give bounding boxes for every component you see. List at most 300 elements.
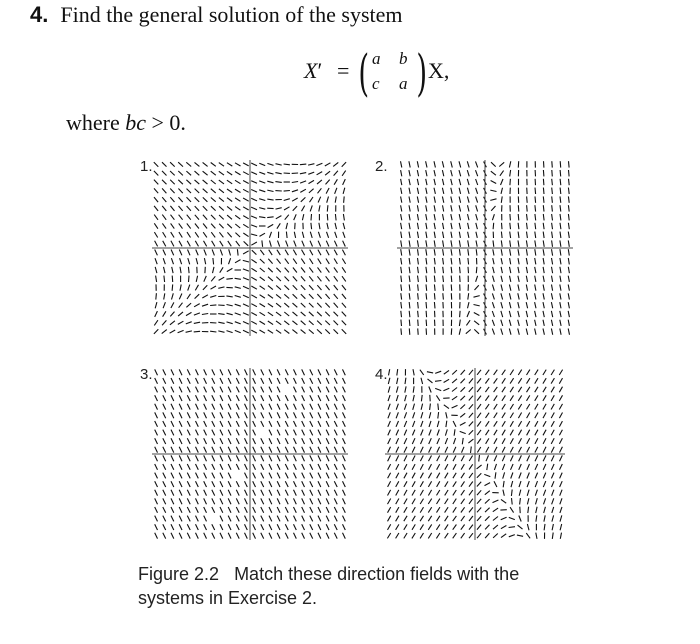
direction-segment: [412, 481, 415, 487]
direction-segment: [451, 223, 452, 229]
direction-segment: [494, 455, 497, 461]
direction-segment: [417, 240, 418, 246]
direction-segment: [163, 481, 166, 487]
direction-segment: [413, 369, 414, 375]
direction-segment: [501, 285, 503, 291]
direction-segment: [560, 524, 562, 530]
direction-segment: [302, 378, 305, 384]
direction-segment: [293, 206, 297, 211]
direction-segment: [252, 250, 257, 254]
direction-segment: [417, 188, 418, 194]
direction-segment: [235, 313, 241, 315]
direction-segment: [442, 179, 443, 185]
direction-segment: [155, 302, 157, 308]
direction-segment: [276, 164, 282, 165]
direction-segment: [404, 524, 407, 529]
direction-segment: [469, 456, 472, 461]
direction-segment: [543, 464, 546, 470]
direction-segment: [204, 412, 207, 418]
direction-segment: [474, 296, 480, 298]
direction-segment: [501, 320, 503, 326]
direction-segment: [405, 378, 406, 384]
direction-segment: [326, 241, 329, 247]
direction-segment: [243, 286, 249, 289]
direction-segment: [293, 276, 297, 281]
direction-segment: [510, 455, 513, 461]
direction-segment: [469, 378, 473, 383]
direction-segment: [276, 303, 281, 307]
direction-segment: [228, 507, 231, 513]
direction-segment: [443, 240, 444, 246]
direction-segment: [187, 241, 190, 247]
direction-segment: [510, 370, 513, 375]
direction-segment: [155, 404, 158, 410]
direction-segment: [397, 378, 398, 384]
direction-segment: [203, 224, 207, 229]
direction-segment: [163, 311, 166, 316]
direction-segment: [569, 179, 570, 185]
direction-segment: [444, 370, 449, 374]
direction-segment: [342, 162, 346, 167]
direction-segment: [212, 533, 215, 539]
direction-segment: [202, 295, 208, 298]
direction-segment: [401, 267, 402, 273]
direction-segment: [334, 285, 338, 290]
direction-segment: [309, 312, 314, 316]
direction-segment: [228, 490, 231, 496]
direction-segment: [535, 267, 536, 273]
direction-segment: [418, 302, 419, 308]
direction-segment: [196, 473, 199, 479]
direction-segment: [404, 438, 407, 444]
direction-segment: [421, 412, 423, 418]
direction-segment: [445, 473, 448, 479]
direction-segment: [220, 507, 223, 513]
direction-segment: [179, 303, 183, 308]
direction-segment: [302, 206, 305, 212]
direction-segment: [560, 276, 561, 282]
direction-segment: [568, 329, 569, 335]
direction-segment: [485, 370, 489, 375]
direction-segment: [211, 215, 216, 220]
direction-segment: [409, 179, 410, 185]
direction-segment: [412, 516, 415, 521]
direction-segment: [170, 206, 174, 211]
direction-segment: [163, 258, 165, 264]
direction-segment: [211, 206, 216, 210]
direction-segment: [302, 481, 305, 487]
direction-segment: [467, 170, 469, 176]
direction-segment: [154, 223, 158, 228]
direction-segment: [409, 284, 410, 290]
direction-segment: [163, 490, 166, 496]
direction-segment: [569, 170, 570, 176]
direction-segment: [236, 464, 239, 470]
direction-segment: [179, 206, 183, 211]
direction-segment: [443, 293, 444, 299]
direction-segment: [220, 447, 223, 453]
direction-segment: [434, 240, 435, 246]
direction-segment: [268, 224, 274, 227]
direction-segment: [335, 188, 337, 194]
direction-segment: [343, 369, 346, 375]
direction-segment: [518, 320, 520, 326]
direction-segment: [511, 481, 513, 487]
direction-segment: [284, 303, 289, 307]
direction-segment: [318, 395, 321, 401]
direction-segment: [195, 241, 198, 247]
direction-segment: [245, 447, 248, 453]
direction-segment: [426, 214, 427, 220]
direction-segment: [277, 447, 280, 453]
direction-segment: [535, 430, 538, 436]
direction-segment: [220, 395, 223, 401]
direction-segment: [310, 524, 313, 530]
direction-segment: [412, 456, 415, 462]
direction-segment: [186, 312, 192, 315]
direction-segment: [501, 249, 502, 255]
direction-segment: [277, 421, 280, 427]
direction-segment: [162, 197, 166, 202]
direction-segment: [187, 206, 191, 211]
direction-segment: [445, 438, 447, 444]
right-paren: ): [416, 44, 428, 102]
direction-segment: [319, 205, 320, 211]
direction-segment: [493, 258, 494, 264]
direction-segment: [560, 179, 561, 185]
direction-segment: [560, 267, 561, 273]
direction-segment: [286, 241, 288, 247]
direction-segment: [519, 516, 521, 522]
direction-segment: [501, 179, 504, 185]
direction-segment: [426, 249, 427, 255]
direction-segment: [453, 533, 457, 538]
direction-segment: [171, 464, 174, 470]
direction-segment: [196, 378, 199, 384]
direction-segment: [163, 241, 166, 247]
direction-segment: [421, 395, 422, 401]
direction-segment: [253, 455, 256, 461]
direction-segment: [285, 369, 288, 375]
direction-segment: [228, 481, 231, 487]
direction-segment: [333, 162, 338, 166]
direction-segment: [459, 161, 461, 167]
direction-segment: [559, 387, 562, 393]
direction-segment: [179, 533, 182, 539]
direction-segment: [245, 421, 248, 427]
direction-segment: [302, 214, 303, 220]
direction-segment: [501, 240, 502, 246]
direction-segment: [171, 302, 174, 308]
direction-segment: [326, 294, 330, 299]
direction-segment: [494, 438, 497, 444]
direction-segment: [219, 171, 224, 175]
direction-segment: [560, 205, 561, 211]
direction-segment: [535, 285, 536, 291]
direction-segment: [434, 214, 435, 220]
direction-segment: [204, 276, 207, 282]
direction-segment: [204, 249, 206, 255]
direction-segment: [501, 188, 503, 194]
direction-segment: [195, 215, 199, 220]
direction-segment: [187, 430, 190, 436]
direction-segment: [502, 447, 505, 453]
direction-segment: [426, 232, 427, 238]
direction-segment: [171, 369, 174, 375]
direction-segment: [326, 464, 329, 470]
direction-segment: [227, 171, 232, 175]
direction-segment: [526, 302, 527, 308]
direction-segment: [171, 430, 174, 436]
direction-segment: [476, 214, 478, 220]
direction-segment: [236, 481, 239, 487]
direction-segment: [179, 455, 182, 461]
direction-segment: [476, 267, 477, 273]
direction-segment: [213, 267, 215, 273]
direction-segment: [388, 395, 390, 401]
direction-segment: [551, 320, 552, 326]
direction-segment: [426, 258, 427, 264]
direction-segment: [310, 250, 313, 256]
direction-segment: [196, 447, 199, 453]
direction-segment: [426, 302, 427, 308]
direction-segment: [155, 473, 158, 479]
direction-segment: [155, 464, 158, 470]
direction-segment: [388, 499, 391, 505]
direction-segment: [552, 188, 553, 194]
direction-segment: [519, 473, 521, 479]
direction-segment: [334, 250, 337, 256]
direction-segment: [163, 447, 166, 453]
direction-segment: [436, 395, 440, 400]
direction-segment: [187, 378, 190, 384]
direction-segment: [551, 455, 554, 461]
direction-segment: [212, 412, 215, 418]
lhs-variable: [304, 58, 322, 84]
direction-segment: [228, 524, 231, 530]
direction-segment: [309, 276, 313, 281]
direction-segment: [236, 378, 239, 384]
direction-segment: [302, 241, 305, 247]
direction-segment: [396, 430, 399, 436]
direction-segment: [552, 490, 554, 496]
direction-segment: [179, 464, 182, 470]
direction-segment: [559, 413, 562, 419]
direction-segment: [154, 206, 158, 211]
direction-segment: [477, 516, 481, 521]
direction-segment: [235, 296, 241, 298]
direction-segment: [453, 490, 457, 495]
direction-segment: [196, 455, 199, 461]
direction-segment: [260, 286, 265, 290]
direction-segment: [277, 464, 280, 470]
direction-segment: [269, 524, 272, 530]
direction-segment: [155, 241, 158, 247]
direction-segment: [318, 490, 321, 496]
direction-segment: [510, 179, 511, 185]
direction-segment: [334, 329, 339, 333]
direction-segment: [560, 473, 563, 479]
direction-segment: [318, 481, 321, 487]
direction-segment: [560, 249, 561, 255]
direction-segment: [261, 507, 264, 513]
direction-segment: [560, 285, 561, 291]
direction-segment: [501, 517, 507, 519]
direction-segment: [409, 205, 410, 211]
direction-segment: [195, 171, 200, 175]
direction-segment: [195, 232, 199, 237]
direction-segment: [245, 464, 248, 470]
direction-segment: [277, 516, 280, 522]
direction-segment: [243, 313, 249, 316]
direction-segment: [527, 395, 530, 400]
direction-segment: [220, 369, 223, 375]
direction-segment: [269, 507, 272, 513]
direction-segment: [187, 395, 190, 401]
direction-segment: [401, 302, 402, 308]
direction-segment: [445, 429, 447, 435]
direction-segment: [310, 404, 313, 410]
direction-segment: [285, 455, 288, 461]
direction-segment: [310, 464, 313, 470]
direction-segment: [437, 481, 440, 487]
direction-segment: [251, 268, 256, 271]
direction-segment: [310, 455, 313, 461]
direction-segment: [189, 276, 190, 282]
direction-segment: [228, 378, 231, 384]
direction-segment: [396, 481, 399, 487]
direction-segment: [284, 321, 289, 325]
direction-segment: [219, 180, 224, 184]
direction-segment: [261, 490, 264, 496]
direction-segment: [285, 430, 288, 436]
direction-segment: [518, 329, 520, 335]
direction-segment: [493, 276, 495, 282]
direction-segment: [284, 330, 289, 334]
direction-segment: [445, 481, 448, 486]
direction-segment: [285, 395, 288, 401]
direction-segment: [245, 473, 248, 479]
direction-segment: [518, 276, 519, 282]
direction-segment: [493, 240, 494, 246]
direction-segment: [344, 196, 345, 202]
direction-segment: [269, 412, 272, 418]
direction-segment: [428, 507, 431, 512]
direction-segment: [404, 455, 407, 461]
direction-segment: [211, 180, 216, 184]
direction-segment: [426, 267, 427, 273]
direction-segment: [493, 517, 498, 521]
direction-segment: [188, 250, 191, 256]
direction-segment: [203, 232, 207, 237]
direction-segment: [451, 214, 452, 220]
direction-segment: [543, 267, 544, 273]
direction-segment: [551, 404, 554, 410]
direction-segment: [560, 311, 561, 317]
direction-segment: [155, 490, 158, 496]
direction-segment: [334, 516, 337, 522]
direction-segment: [334, 259, 337, 264]
direction-segment: [469, 413, 473, 418]
direction-segment: [171, 223, 175, 228]
direction-segment: [261, 404, 264, 410]
direction-segment: [243, 198, 249, 201]
direction-segment: [502, 430, 505, 436]
direction-segment: [388, 430, 391, 436]
direction-segment: [188, 258, 190, 264]
direction-segment: [421, 430, 424, 436]
direction-segment: [477, 490, 481, 495]
direction-segment: [251, 163, 257, 166]
direction-segment: [418, 328, 419, 334]
direction-segment: [510, 430, 513, 436]
direction-segment: [155, 533, 158, 539]
direction-segment: [434, 179, 435, 185]
direction-segment: [560, 464, 563, 470]
direction-segment: [518, 413, 521, 419]
direction-segment: [235, 278, 241, 279]
direction-segment: [196, 395, 199, 401]
direction-segment: [236, 498, 239, 504]
direction-segment: [228, 464, 231, 470]
direction-segment: [218, 314, 224, 315]
direction-segment: [526, 533, 530, 538]
direction-segment: [170, 197, 174, 202]
direction-segment: [476, 249, 477, 255]
direction-segment: [434, 188, 435, 194]
direction-segment: [269, 455, 272, 461]
direction-segment: [310, 378, 313, 384]
direction-segment: [327, 214, 328, 220]
direction-segment: [418, 320, 419, 326]
direction-segment: [285, 524, 288, 530]
direction-segment: [302, 438, 305, 444]
direction-segment: [412, 524, 415, 529]
direction-segment: [552, 507, 554, 513]
direction-segment: [467, 179, 469, 185]
direction-segment: [518, 421, 521, 427]
direction-segment: [317, 276, 321, 281]
direction-segment: [235, 233, 240, 237]
direction-segment: [245, 498, 248, 504]
direction-segment: [267, 217, 273, 218]
direction-segment: [220, 455, 223, 461]
direction-segment: [559, 378, 562, 384]
direction-segment: [269, 516, 272, 522]
direction-segment: [235, 172, 241, 175]
direction-segment: [401, 276, 402, 282]
direction-segment: [501, 196, 502, 202]
direction-segment: [551, 447, 554, 453]
direction-segment: [236, 369, 239, 375]
direction-segment: [318, 232, 320, 238]
direction-segment: [334, 507, 337, 513]
direction-segment: [442, 161, 444, 167]
direction-segment: [334, 378, 337, 384]
direction-segment: [268, 330, 273, 333]
direction-segment: [228, 498, 231, 504]
direction-segment: [155, 430, 158, 436]
direction-segment: [179, 498, 182, 504]
direction-segment: [327, 232, 329, 238]
direction-segment: [155, 311, 158, 317]
direction-segment: [251, 286, 257, 289]
direction-segment: [196, 524, 199, 530]
direction-segment: [552, 481, 555, 487]
direction-segment: [335, 232, 337, 238]
direction-segment: [477, 430, 481, 435]
direction-segment: [294, 481, 297, 487]
